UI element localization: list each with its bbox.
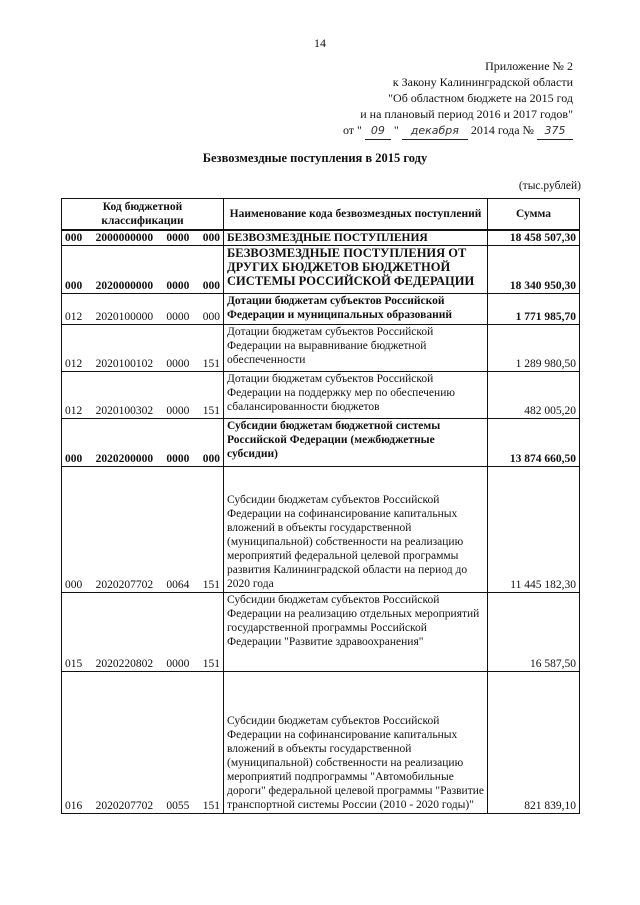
code-cell: 012 2020100000 0000 000: [62, 294, 224, 325]
table-row: [62, 419, 580, 467]
appendix-line-3: "Об областном бюджете на 2015 год: [388, 91, 573, 105]
budget-table: [61, 198, 580, 814]
code-cell: 015 2020220802 0000 151: [62, 593, 224, 672]
code-cell: 012 2020100102 0000 151: [62, 325, 224, 372]
amount-cell: 16 587,50: [488, 593, 580, 672]
code-cell: 000 2020200000 0000 000: [62, 419, 224, 467]
handwritten-law-number: 375: [537, 123, 573, 140]
appendix-line-1: Приложение № 2: [485, 59, 573, 73]
table-row: [62, 325, 580, 372]
amount-cell: 18 458 507,30: [488, 230, 580, 246]
code-cell: 000 2020000000 0000 000: [62, 246, 224, 294]
units-label: (тыс.рублей): [518, 180, 581, 192]
table-header-row: [62, 199, 580, 230]
name-cell: БЕЗВОЗМЕЗДНЫЕ ПОСТУПЛЕНИЯ: [224, 230, 488, 246]
name-cell: Дотации бюджетам субъектов Российской Федерации на поддержку мер по обеспечению сбалансированности бюджетов: [224, 372, 488, 419]
appendix-date-line: [343, 122, 573, 140]
code-cell: 000 2000000000 0000 000: [62, 230, 224, 246]
code-cell: 012 2020100302 0000 151: [62, 372, 224, 419]
name-cell: Субсидии бюджетам субъектов Российской Федерации на софинансирование капитальных вложений в объекты государственной (муниципальной) собственности на реализацию мероприятий подпрограммы "Автомобильные дороги" федеральной целевой программы "Развитие транспортной системы России (2010 - 2020 годы)": [224, 672, 488, 814]
amount-cell: 821 839,10: [488, 672, 580, 814]
code-cell: 000 2020207702 0064 151: [62, 467, 224, 593]
header-name: Наименование кода безвозмездных поступлений: [224, 199, 488, 230]
table-row: [62, 467, 580, 593]
table-row: [62, 294, 580, 325]
table-row: [62, 593, 580, 672]
name-cell: БЕЗВОЗМЕЗДНЫЕ ПОСТУПЛЕНИЯ ОТ ДРУГИХ БЮДЖЕТОВ БЮДЖЕТНОЙ СИСТЕМЫ РОССИЙСКОЙ ФЕДЕРАЦИИ: [224, 246, 488, 294]
header-amount: Сумма: [488, 199, 580, 230]
appendix-line-2: к Закону Калининградской области: [392, 75, 573, 89]
amount-cell: 482 005,20: [488, 372, 580, 419]
amount-cell: 1 771 985,70: [488, 294, 580, 325]
date-quote: ": [393, 123, 399, 137]
table-row: [62, 230, 580, 246]
handwritten-day: 09: [365, 123, 391, 140]
appendix-line-4: и на плановый период 2016 и 2017 годов": [360, 107, 573, 121]
table-row: [62, 372, 580, 419]
table-row: [62, 672, 580, 814]
handwritten-month: декабря: [402, 123, 468, 140]
name-cell: Дотации бюджетам субъектов Российской Федерации и муниципальных образований: [224, 294, 488, 325]
name-cell: Субсидии бюджетам бюджетной системы Российской Федерации (межбюджетные субсидии): [224, 419, 488, 467]
name-cell: Субсидии бюджетам субъектов Российской Федерации на софинансирование капитальных вложений в объекты государственной (муниципальной) собственности на реализацию мероприятий федеральной целевой программы развития Калининградской области на период до 2020 года: [224, 467, 488, 593]
amount-cell: 13 874 660,50: [488, 419, 580, 467]
amount-cell: 11 445 182,30: [488, 467, 580, 593]
appendix-header: [343, 58, 573, 140]
amount-cell: 18 340 950,30: [488, 246, 580, 294]
date-year: 2014 года №: [470, 123, 534, 137]
date-prefix: от ": [342, 123, 362, 137]
header-code: Код бюджетной классификации: [62, 199, 224, 230]
amount-cell: 1 289 980,50: [488, 325, 580, 372]
document-title: Безвозмездные поступления в 2015 году: [202, 151, 428, 165]
table-row: [62, 246, 580, 294]
page-number: 14: [314, 36, 326, 50]
name-cell: Субсидии бюджетам субъектов Российской Федерации на реализацию отдельных мероприятий государственной программы Российской Федерации "Развитие здравоохранения": [224, 593, 488, 672]
name-cell: Дотации бюджетам субъектов Российской Федерации на выравнивание бюджетной обеспеченности: [224, 325, 488, 372]
code-cell: 016 2020207702 0055 151: [62, 672, 224, 814]
